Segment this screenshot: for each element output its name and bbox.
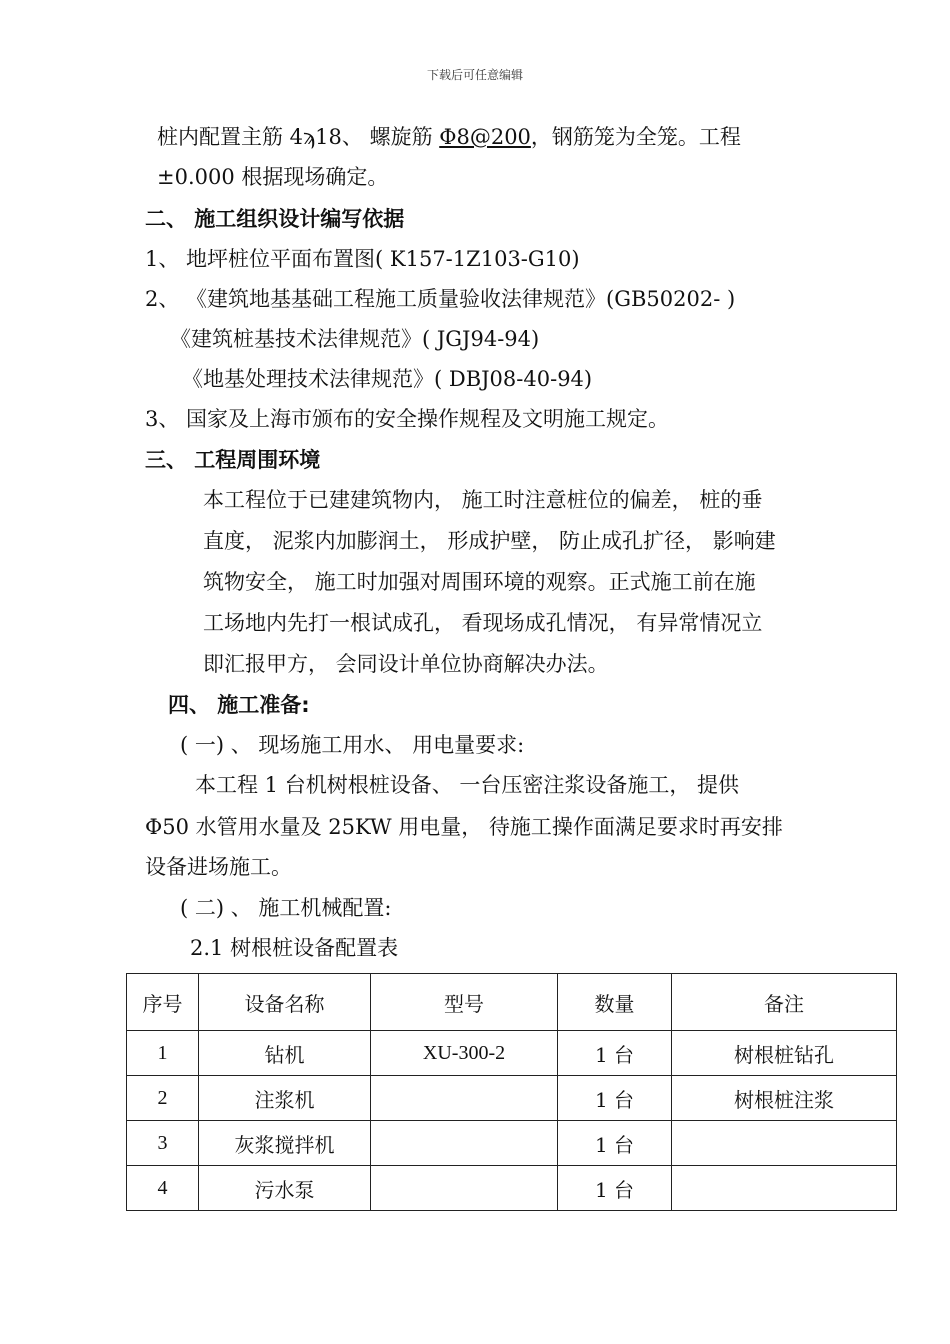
water-power-line-3: 设备进场施工。 [145,855,292,879]
env-para-line-5: 即汇报甲方， 会同设计单位协商解决办法。 [203,652,609,676]
basis-item-2: 2、 《建筑地基基础工程施工质量验收法律规范》(GB50202- ) [145,287,736,311]
cell-model: XU-300-2 [371,1031,558,1076]
cell-name: 灰浆搅拌机 [199,1121,371,1166]
cell-remark [672,1121,897,1166]
intro-text-c: ，钢筋笼为全笼。工程 [530,125,741,149]
intro-line-2: ±0.000 根据现场确定。 [157,165,389,189]
cell-no: 4 [127,1166,199,1211]
table-header-row [127,974,897,1031]
page-header-note: 下载后可任意编辑 [426,68,523,82]
cell-qty: 1 台 [558,1076,672,1121]
basis-item-2c: 《地基处理技术法律规范》( DBJ08-40-94) [182,367,593,391]
section-4-title: 四、 施工准备: [168,693,310,717]
table-caption: 2.1 树根桩设备配置表 [190,936,399,960]
header-cell-name: 设备名称 [199,974,371,1031]
cell-no: 1 [127,1031,199,1076]
water-power-line-1: 本工程 1 台机树根桩设备、 一台压密注浆设备施工， 提供 [195,773,740,797]
header-cell-no: 序号 [127,974,199,1031]
subsection-2-title: ( 二) 、 施工机械配置: [180,896,392,920]
cell-name: 注浆机 [199,1076,371,1121]
section-3-title: 三、 工程周围环境 [145,448,321,472]
subsection-1-title: ( 一) 、 现场施工用水、 用电量要求: [180,733,525,757]
cell-qty: 1 台 [558,1166,672,1211]
table-row [127,1031,897,1076]
basis-item-2b: 《建筑桩基技术法律规范》( JGJ94-94) [170,327,540,351]
spiral-rebar-spec: Φ8@200 [439,125,531,149]
cell-name: 钻机 [199,1031,371,1076]
cell-model [371,1166,558,1211]
cell-remark: 树根桩注浆 [672,1076,897,1121]
equipment-table [126,973,897,1211]
env-para-line-4: 工场地内先打一根试成孔， 看现场成孔情况， 有异常情况立 [203,611,763,635]
env-para-line-3: 筑物安全， 施工时加强对周围环境的观察。正式施工前在施 [203,570,756,594]
table-row [127,1121,897,1166]
section-2-title: 二、 施工组织设计编写依据 [145,207,405,231]
basis-item-3: 3、 国家及上海市颁布的安全操作规程及文明施工规定。 [145,407,670,431]
env-para-line-1: 本工程位于已建建筑物内， 施工时注意桩位的偏差， 桩的垂 [203,488,763,512]
cell-no: 2 [127,1076,199,1121]
intro-text-b: 18、 螺旋筋 [315,125,440,149]
cell-model [371,1121,558,1166]
env-para-line-2: 直度， 泥浆内加膨润土， 形成护壁， 防止成孔扩径， 影响建 [203,529,776,553]
header-cell-qty: 数量 [558,974,672,1031]
cell-model [371,1076,558,1121]
cell-no: 3 [127,1121,199,1166]
header-cell-remark: 备注 [672,974,897,1031]
cell-remark: 树根桩钻孔 [672,1031,897,1076]
intro-text-a: 桩内配置主筋 4 [157,125,304,149]
cell-qty: 1 台 [558,1121,672,1166]
water-power-line-2: Φ50 水管用水量及 25KW 用电量， 待施工操作面满足要求时再安排 [145,815,783,839]
table-row [127,1076,897,1121]
table-row [127,1166,897,1211]
cell-qty: 1 台 [558,1031,672,1076]
rebar-symbol: ϡ [303,125,316,149]
header-cell-model: 型号 [371,974,558,1031]
cell-remark [672,1166,897,1211]
intro-line-1 [157,123,741,151]
basis-item-1: 1、 地坪桩位平面布置图( K157-1Z103-G10) [145,247,580,271]
cell-name: 污水泵 [199,1166,371,1211]
